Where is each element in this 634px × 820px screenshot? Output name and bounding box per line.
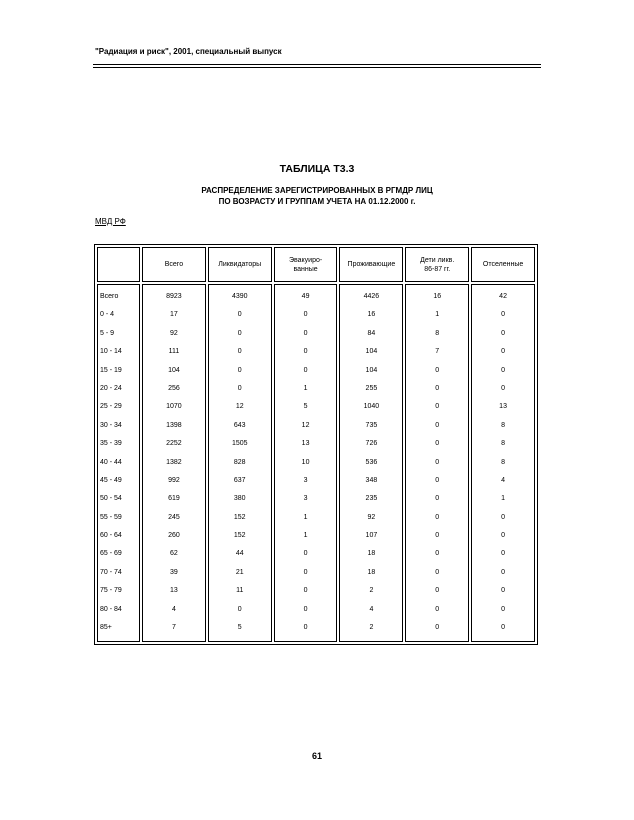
table-cell: 20 - 24 <box>100 384 122 392</box>
table-cell: 0 <box>501 550 506 558</box>
table-cell: 1 <box>303 532 308 540</box>
table-cell: 255 <box>365 384 378 392</box>
table-cell: 8 <box>435 329 440 337</box>
table-cell: 5 - 9 <box>100 329 115 337</box>
table-cell: 1382 <box>166 458 182 466</box>
table-cell: 3 <box>303 476 308 484</box>
table-cell: 11 <box>236 587 244 595</box>
table-subtitle <box>0 185 634 207</box>
subtitle-line-2: ПО ВОЗРАСТУ И ГРУППАМ УЧЕТА НА 01.12.2000 г. <box>218 197 416 206</box>
table-cell: 18 <box>367 568 376 576</box>
header-children <box>405 247 469 282</box>
table-cell: 0 <box>303 605 308 613</box>
table-cell: 0 <box>435 532 440 540</box>
organization-label: МВД РФ <box>95 217 126 226</box>
table-cell: 10 <box>301 458 310 466</box>
table-cell: 0 <box>435 513 440 521</box>
table-cell: 2 <box>369 587 374 595</box>
table-cell: 5 <box>303 403 308 411</box>
table-cell: 1 <box>501 495 506 503</box>
table-cell: 152 <box>233 532 246 540</box>
table-cell: 40 - 44 <box>100 458 122 466</box>
table-cell: 1 <box>435 311 440 319</box>
header-rule-thin <box>93 67 541 68</box>
table-cell: 0 <box>501 384 506 392</box>
table-cell: 0 <box>435 495 440 503</box>
table-cell: 992 <box>168 476 180 484</box>
running-header: "Радиация и риск", 2001, специальный выпуск <box>95 47 282 56</box>
table-cell: 21 <box>235 568 244 576</box>
table-cell: 4390 <box>231 293 248 300</box>
table-cell: 4 <box>171 605 176 613</box>
table-cell: 104 <box>365 348 378 356</box>
table-cell: 10 - 14 <box>100 348 122 356</box>
table-cell: 260 <box>168 532 180 540</box>
column-liquidators <box>208 284 272 642</box>
table-cell: 726 <box>365 440 378 448</box>
table-cell: 45 - 49 <box>100 476 122 484</box>
table-cell: 18 <box>367 550 376 558</box>
table-cell: 0 <box>303 348 308 356</box>
table-cell: 0 <box>501 587 506 595</box>
table-cell: 0 <box>237 384 242 392</box>
table-cell: 0 <box>501 329 506 337</box>
column-total <box>142 284 206 642</box>
column-children <box>405 284 469 642</box>
header-children-line-1: Дети ликв. <box>420 256 455 264</box>
table-cell: 0 <box>501 568 506 576</box>
subtitle-line-1: РАСПРЕДЕЛЕНИЕ ЗАРЕГИСТРИРОВАННЫХ В РГМДР ЛИЦ <box>201 186 433 195</box>
table-cell: 4 <box>369 605 374 613</box>
table-cell: 1398 <box>166 421 182 429</box>
table-cell: 235 <box>365 495 378 503</box>
table-cell: 0 <box>435 440 440 448</box>
header-empty-cell <box>97 247 140 282</box>
table-cell: 348 <box>365 476 378 484</box>
header-evacuated-line-2: ванные <box>293 265 318 273</box>
table-cell: 8 <box>501 440 506 448</box>
table-cell: 8 <box>501 421 506 429</box>
table-cell: 13 <box>170 587 178 595</box>
table-cell: 0 <box>303 624 308 632</box>
table-cell: 0 <box>501 532 506 540</box>
column-age-groups <box>97 284 140 642</box>
header-liquidators: Ликвидаторы <box>208 247 272 282</box>
table-cell: 0 <box>237 329 242 337</box>
table-cell: 256 <box>168 384 180 392</box>
table-cell: 7 <box>435 348 440 356</box>
header-resettled: Отселенные <box>471 247 535 282</box>
table-cell: 0 <box>303 568 308 576</box>
table-cell: 25 - 29 <box>100 403 122 411</box>
table-cell: 536 <box>365 458 378 466</box>
table-cell: 0 <box>237 348 242 356</box>
table-cell: 75 - 79 <box>100 587 122 595</box>
table-cell: 70 - 74 <box>100 568 122 576</box>
table-cell: 1 <box>303 513 308 521</box>
table-cell: 4426 <box>363 293 380 300</box>
header-residents: Проживающие <box>339 247 403 282</box>
table-cell: 0 <box>435 476 440 484</box>
table-cell: 50 - 54 <box>100 495 122 503</box>
table-cell: 0 <box>303 366 308 374</box>
table-cell: 30 - 34 <box>100 421 122 429</box>
table-cell: 111 <box>168 348 180 356</box>
page-number: 61 <box>311 751 322 761</box>
table-cell: 5 <box>237 624 242 632</box>
column-residents <box>339 284 403 642</box>
table-cell: 0 <box>303 587 308 595</box>
table-cell: 2 <box>369 624 374 632</box>
table-cell: 0 <box>237 311 242 319</box>
table-cell: 92 <box>367 513 376 521</box>
age-distribution-table <box>94 244 538 645</box>
table-cell: 13 <box>301 440 310 448</box>
table-cell: 84 <box>367 329 376 337</box>
table-cell: 0 <box>435 403 440 411</box>
table-cell: 0 <box>237 605 242 613</box>
table-cell: 62 <box>170 550 178 558</box>
table-cell: 619 <box>168 495 180 503</box>
table-cell: 0 <box>435 458 440 466</box>
table-cell: 16 <box>433 293 442 300</box>
table-cell: 80 - 84 <box>100 605 122 613</box>
table-cell: 0 <box>435 550 440 558</box>
table-cell: 0 <box>435 421 440 429</box>
table-title: ТАБЛИЦА Т3.3 <box>279 163 355 175</box>
table-cell: 0 <box>303 311 308 319</box>
table-cell: 0 <box>435 605 440 613</box>
header-children-line-2: 86-87 гг. <box>424 265 451 273</box>
table-cell: 0 <box>501 311 506 319</box>
table-cell: 0 <box>501 348 506 356</box>
table-cell: 15 - 19 <box>100 366 122 374</box>
table-cell: 104 <box>168 366 180 374</box>
table-cell: 0 <box>435 568 440 576</box>
table-cell: 0 <box>435 587 440 595</box>
table-cell: 0 - 4 <box>100 311 115 319</box>
table-cell: 55 - 59 <box>100 513 122 521</box>
table-cell: 0 <box>237 366 242 374</box>
table-cell: 0 <box>435 366 440 374</box>
table-cell: 1 <box>303 384 308 392</box>
table-cell: 0 <box>435 624 440 632</box>
table-cell: 0 <box>501 624 506 632</box>
table-cell: 1505 <box>231 440 248 448</box>
table-cell: 16 <box>367 311 376 319</box>
table-cell: 8923 <box>166 293 182 300</box>
table-cell: 8 <box>501 458 506 466</box>
table-cell: 0 <box>303 550 308 558</box>
table-cell: 12 <box>301 421 310 429</box>
table-body-row <box>97 284 535 642</box>
table-cell: 2252 <box>166 440 182 448</box>
table-cell: Всего <box>100 293 119 300</box>
table-cell: 643 <box>233 421 246 429</box>
table-header-row <box>97 247 535 282</box>
table-cell: 39 <box>170 568 178 576</box>
header-evacuated <box>274 247 338 282</box>
table-cell: 0 <box>303 329 308 337</box>
column-evacuated <box>274 284 338 642</box>
table-cell: 152 <box>233 513 246 521</box>
table-cell: 104 <box>365 366 378 374</box>
table-cell: 1040 <box>363 403 380 411</box>
table-cell: 3 <box>303 495 308 503</box>
table-cell: 380 <box>233 495 246 503</box>
table-cell: 7 <box>171 624 176 632</box>
table-cell: 92 <box>170 329 178 337</box>
table-cell: 735 <box>365 421 378 429</box>
table-cell: 637 <box>233 476 246 484</box>
table-cell: 0 <box>435 384 440 392</box>
table-cell: 828 <box>233 458 246 466</box>
table-cell: 107 <box>365 532 378 540</box>
table-cell: 0 <box>501 513 506 521</box>
table-cell: 0 <box>501 605 506 613</box>
table-cell: 245 <box>168 513 180 521</box>
table-cell: 0 <box>501 366 506 374</box>
table-cell: 17 <box>170 311 178 319</box>
header-evacuated-line-1: Эвакуиро- <box>288 256 323 264</box>
table-cell: 12 <box>235 403 244 411</box>
column-resettled <box>471 284 535 642</box>
table-cell: 4 <box>501 476 506 484</box>
header-total: Всего <box>142 247 206 282</box>
table-cell: 85+ <box>100 624 112 632</box>
table-cell: 65 - 69 <box>100 550 122 558</box>
table-cell: 44 <box>235 550 244 558</box>
table-cell: 60 - 64 <box>100 532 122 540</box>
table-cell: 35 - 39 <box>100 440 122 448</box>
table-cell: 49 <box>301 293 310 300</box>
header-rule-thick <box>93 64 541 65</box>
table-cell: 1070 <box>166 403 182 411</box>
table-cell: 13 <box>499 403 507 411</box>
table-cell: 42 <box>499 293 507 300</box>
